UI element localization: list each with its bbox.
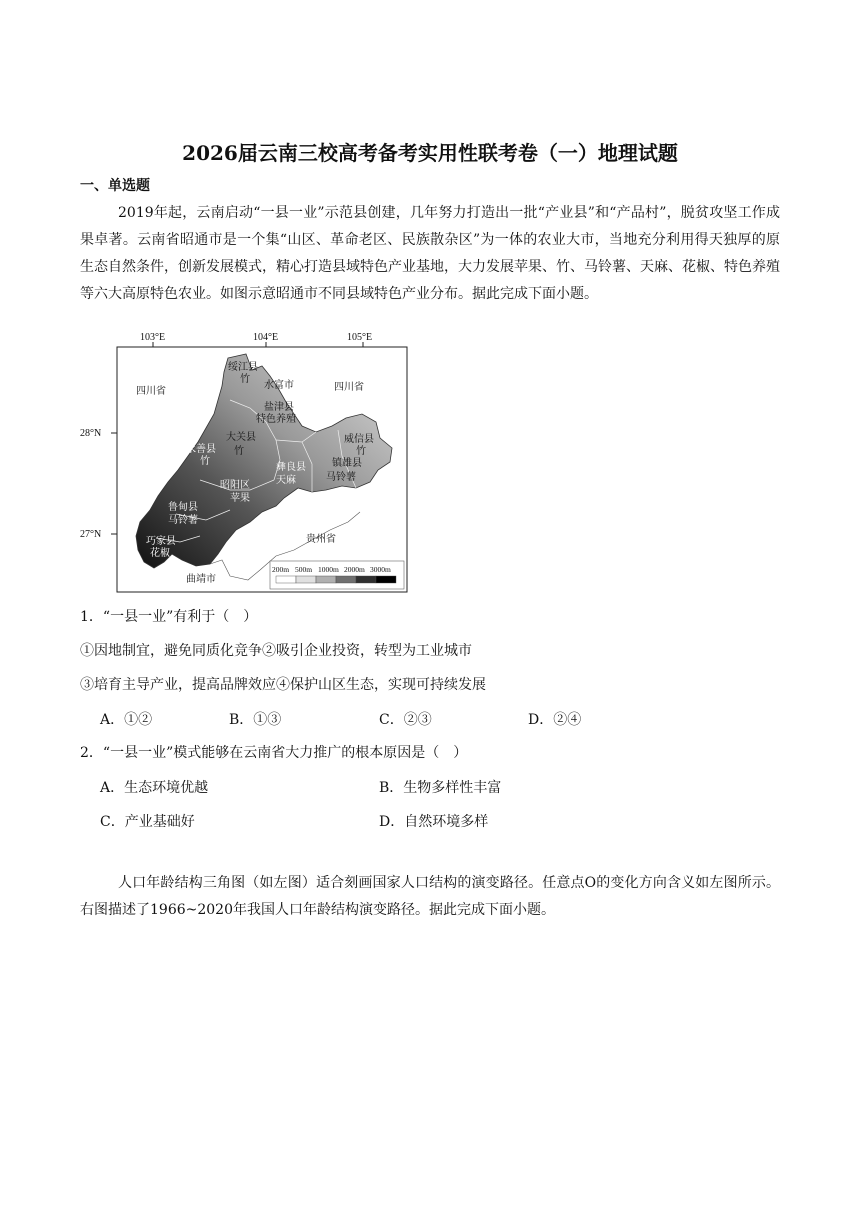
question-1-statement-b: ③培育主导产业，提高品牌效应④保护山区生态，实现可持续发展 bbox=[80, 677, 486, 693]
q2-option-d[interactable]: D．自然环境多样 bbox=[379, 814, 489, 830]
q1-option-d[interactable]: D．②④ bbox=[528, 712, 582, 728]
legend-swatch bbox=[296, 576, 316, 583]
legend-label: 1000m bbox=[318, 565, 339, 574]
county-zhaoyang: 昭阳区 bbox=[220, 480, 250, 491]
county-shuifu: 水富市 bbox=[264, 380, 294, 391]
question-2-stem: 2．“一县一业”模式能够在云南省大力推广的根本原因是（ ） bbox=[80, 745, 468, 761]
product-ludian: 马铃薯 bbox=[168, 515, 198, 526]
product-yiliang: 天麻 bbox=[276, 475, 296, 486]
q2-option-a[interactable]: A．生态环境优越 bbox=[100, 780, 209, 796]
region-sichuan-west: 四川省 bbox=[136, 386, 166, 397]
question-1-statement-a: ①因地制宜，避免同质化竞争②吸引企业投资，转型为工业城市 bbox=[80, 643, 472, 659]
lon-label-3: 105°E bbox=[347, 332, 373, 343]
product-zhenxiong: 马铃薯 bbox=[326, 472, 356, 483]
legend-label: 500m bbox=[295, 565, 313, 574]
lat-label-2: 27°N bbox=[80, 529, 102, 540]
q2-option-b[interactable]: B．生物多样性丰富 bbox=[379, 780, 502, 796]
county-qiaojia: 巧家县 bbox=[146, 536, 176, 547]
legend-swatch bbox=[376, 576, 396, 583]
legend-label: 200m bbox=[272, 565, 290, 574]
county-daguan: 大关县 bbox=[226, 432, 256, 443]
region-qujing: 曲靖市 bbox=[186, 574, 216, 585]
legend-label: 3000m bbox=[370, 565, 391, 574]
legend-swatch bbox=[336, 576, 356, 583]
county-yongshan: 永善县 bbox=[186, 444, 216, 455]
page-title: 2026届云南三校高考备考实用性联考卷（一）地理试题 bbox=[182, 141, 678, 165]
zhaotong-map bbox=[80, 330, 410, 600]
legend-label: 2000m bbox=[344, 565, 365, 574]
passage-2: 人口年龄结构三角图（如左图）适合刻画国家人口结构的演变路径。任意点O的变化方向含义如左图所示。右图描述了1966~2020年我国人口年龄结构演变路径。据此完成下面小题。 bbox=[80, 875, 780, 918]
county-yanjin: 盐津县 bbox=[264, 402, 294, 413]
county-weixin: 威信县 bbox=[344, 434, 374, 445]
legend-swatch bbox=[276, 576, 296, 583]
legend-swatch bbox=[356, 576, 376, 583]
county-zhenxiong: 镇雄县 bbox=[332, 458, 362, 469]
question-1-stem: 1．“一县一业”有利于（ ） bbox=[80, 609, 258, 625]
q1-option-a[interactable]: A．①② bbox=[100, 712, 153, 728]
product-suijiang: 竹 bbox=[240, 374, 250, 385]
legend-swatch bbox=[316, 576, 336, 583]
q2-option-c[interactable]: C．产业基础好 bbox=[100, 814, 195, 830]
product-qiaojia: 花椒 bbox=[150, 548, 170, 559]
county-suijiang: 绥江县 bbox=[228, 362, 258, 373]
lon-label-2: 104°E bbox=[253, 332, 279, 343]
product-daguan: 竹 bbox=[234, 446, 244, 457]
elevation-legend bbox=[270, 561, 404, 589]
product-yanjin: 特色养殖 bbox=[256, 414, 296, 425]
q1-option-b[interactable]: B．①③ bbox=[229, 712, 282, 728]
region-guizhou: 贵州省 bbox=[306, 534, 336, 545]
region-sichuan-east: 四川省 bbox=[334, 382, 364, 393]
product-weixin: 竹 bbox=[356, 446, 366, 457]
section-heading: 一、单选题 bbox=[80, 178, 150, 194]
product-zhaoyang: 苹果 bbox=[230, 493, 250, 504]
county-yiliang: 彝良县 bbox=[276, 462, 306, 473]
lat-label-1: 28°N bbox=[80, 428, 102, 439]
lon-label-1: 103°E bbox=[140, 332, 166, 343]
product-yongshan: 竹 bbox=[200, 456, 210, 467]
passage-1: 2019年起，云南启动“一县一业”示范县创建，几年努力打造出一批“产业县”和“产品村”，脱贫攻坚工作成果卓著。云南省昭通市是一个集“山区、革命老区、民族散杂区”为一体的农业大市，当地充分利用得天独厚的原生态自然条件，创新发展模式，精心打造县域特色产业基地，大力发展苹果、竹、马铃薯、天麻、花椒、特色养殖等六大高原特色农业。如图示意昭通市不同县域特色产业分布。据此完成下面小题。 bbox=[80, 205, 780, 302]
county-ludian: 鲁甸县 bbox=[168, 502, 198, 513]
q1-option-c[interactable]: C．②③ bbox=[379, 712, 432, 728]
